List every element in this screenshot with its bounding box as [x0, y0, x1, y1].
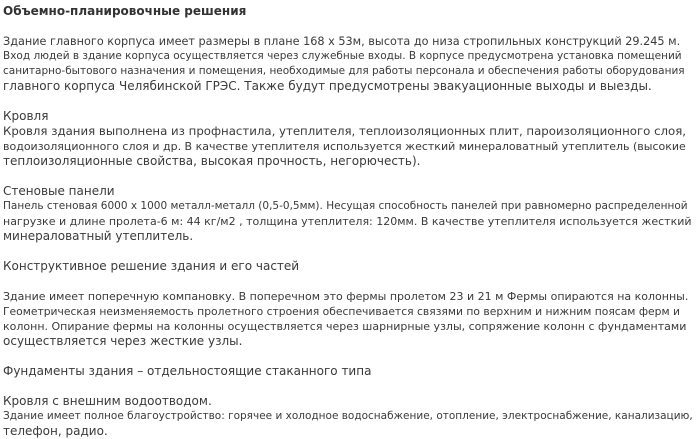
- spacer: [3, 379, 693, 394]
- roof-line: теплоизоляционные свойства, высокая прочность, негорючесть).: [3, 154, 421, 168]
- walls-heading: Стеновые панели: [3, 184, 115, 198]
- structure-line: осуществляется через жесткие узлы.: [3, 334, 243, 348]
- foundations-block: [3, 364, 693, 379]
- structure-heading: Конструктивное решение здания и его частей: [3, 259, 300, 273]
- document: [3, 0, 693, 439]
- structure-heading-block: [3, 259, 693, 274]
- intro-paragraph: [3, 34, 693, 94]
- final-line: Кровля с внешним водоотводом.: [3, 394, 212, 408]
- spacer: [3, 274, 693, 289]
- spacer: [3, 244, 693, 259]
- final-section: [3, 394, 693, 439]
- walls-line: нагрузке и длине пролета-6 м: 44 кг/м2 , толщина утеплителя: 120мм. В качестве утеплителя используется жесткий: [3, 215, 692, 228]
- roof-section: [3, 109, 693, 169]
- intro-line: санитарно-бытового назначения и помещения, необходимые для работы персонала и обеспечения работы оборудования: [3, 65, 685, 77]
- intro-line: главного корпуса Челябинской ГРЭС. Также будут предусмотрены эвакуационные выходы и выезды.: [3, 79, 652, 93]
- intro-line: Вход людей в здание корпуса осуществляется через служебные входы. В корпусе предусмотрена установка помещений: [3, 50, 682, 62]
- walls-line: Панель стеновая 6000 х 1000 металл-металл (0,5-0,5мм). Несущая способность панелей при равномерно распределенной: [3, 200, 688, 212]
- roof-line: Кровля здания выполнена из профнастила, утеплителя, теплоизоляционных плит, пароизоляционного слоя,: [3, 124, 687, 138]
- walls-section: [3, 184, 693, 244]
- structure-line: Геометрическая неизменяемость пролетного строения обеспечивается связями по верхним и нижним поясам ферм и: [3, 305, 680, 318]
- walls-line: минераловатный утеплитель.: [3, 229, 194, 243]
- roof-heading: Кровля: [3, 109, 49, 123]
- spacer: [3, 19, 693, 34]
- final-line: телефон, радио.: [3, 424, 108, 438]
- spacer: [3, 169, 693, 184]
- structure-section: [3, 289, 693, 349]
- spacer: [3, 349, 693, 364]
- intro-line: Здание главного корпуса имеет размеры в плане 168 х 53м, высота до низа стропильных конструкций 29.245 м.: [3, 35, 681, 48]
- roof-line: водоизоляционного слоя и др. В качестве утеплителя используется жесткий минераловатный утеплитель (высокие: [3, 140, 686, 153]
- foundations-heading: Фундаменты здания – отдельностоящие стаканного типа: [3, 364, 372, 378]
- spacer: [3, 94, 693, 109]
- structure-line: колонн. Опирание фермы на колонны осуществляется через шарнирные узлы, сопряжение колонн с фундаментами: [3, 320, 687, 333]
- final-line: Здание имеет полное благоустройство: горячее и холодное водоснабжение, отопление, электроснабжение, канализацию,: [3, 410, 693, 422]
- structure-line: Здание имеет поперечную компановку. В поперечном это фермы пролетом 23 и 21 м Фермы опираются на колонны.: [3, 290, 689, 303]
- page-title: Объемно-планировочные решения: [3, 4, 247, 18]
